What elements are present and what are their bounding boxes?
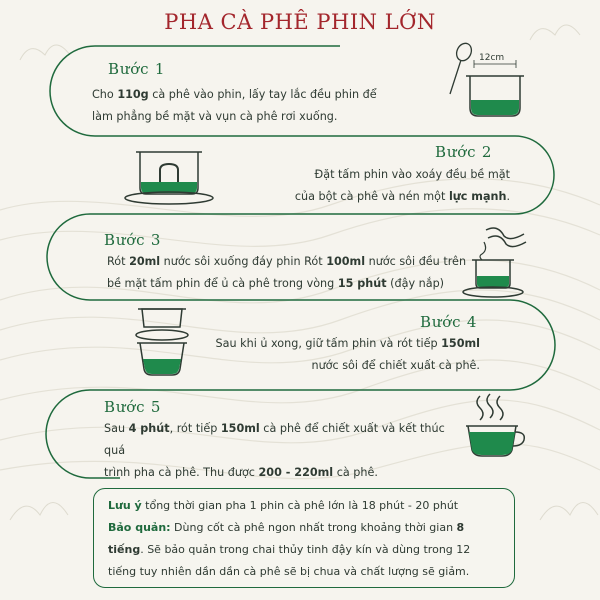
step-3-line-2: bề mặt tấm phin để ủ cà phê trong vòng 15 phút (đậy nắp): [107, 277, 445, 290]
note-line-1: Lưu ý tổng thời gian pha 1 phin cà phê lớn là 18 phút - 20 phút: [108, 499, 459, 512]
step-1-line-1: Cho 110g cà phê vào phin, lấy tay lắc đều phin để: [92, 88, 377, 101]
hot-coffee-cup-icon: [460, 392, 530, 467]
coffee-cup-spoon-icon: [440, 40, 550, 130]
step-1-title: Bước 1: [108, 60, 166, 78]
step-4-text: [170, 333, 480, 377]
cup-size-label: 12cm: [479, 53, 505, 63]
page-title: PHA CÀ PHÊ PHIN LỚN: [164, 10, 436, 34]
note-line-4: tiếng tuy nhiên dần dần cà phê sẽ bị chua và chất lượng sẽ giảm.: [108, 565, 470, 578]
step-5-line-1: Sau 4 phút, rót tiếp 150ml cà phê để chiết xuất và kết thúc quá: [104, 422, 445, 457]
note-box: [93, 488, 515, 588]
note-line-2: Bảo quản: Dùng cốt cà phê ngon nhất trong khoảng thời gian 8: [108, 521, 465, 534]
step-2-line-2: của bột cà phê và nén một lực mạnh.: [294, 190, 510, 203]
note-text: [108, 495, 503, 583]
step-2-title: Bước 2: [435, 143, 493, 161]
step-4-line-1: Sau khi ủ xong, giữ tấm phin và rót tiếp 150ml: [215, 337, 480, 350]
step-2-line-1: Đặt tấm phin vào xoáy đều bề mặt: [314, 168, 510, 181]
step-3-text: [107, 251, 467, 295]
step-4-line-2: nước sôi để chiết xuất cà phê.: [311, 359, 480, 372]
note-line-3: tiếng. Sẽ bảo quản trong chai thủy tinh đậy kín và dùng trong 12: [108, 543, 471, 556]
step-1-text: [92, 84, 422, 128]
step-1-line-2: làm phẳng bề mặt và vụn cà phê rơi xuống.: [92, 110, 338, 123]
step-3-line-1: Rót 20ml nước sôi xuống đáy phin Rót 100ml nước sôi đều trên: [107, 255, 467, 268]
step-4-title: Bước 4: [420, 313, 478, 331]
step-3-title: Bước 3: [104, 231, 162, 249]
step-5-text: [104, 418, 464, 484]
step-5-title: Bước 5: [104, 398, 162, 416]
kettle-pour-filter-icon: [458, 222, 530, 300]
step-2-text: [200, 164, 510, 208]
step-5-line-2: trình pha cà phê. Thu được 200 - 220ml cà phê.: [104, 466, 378, 479]
